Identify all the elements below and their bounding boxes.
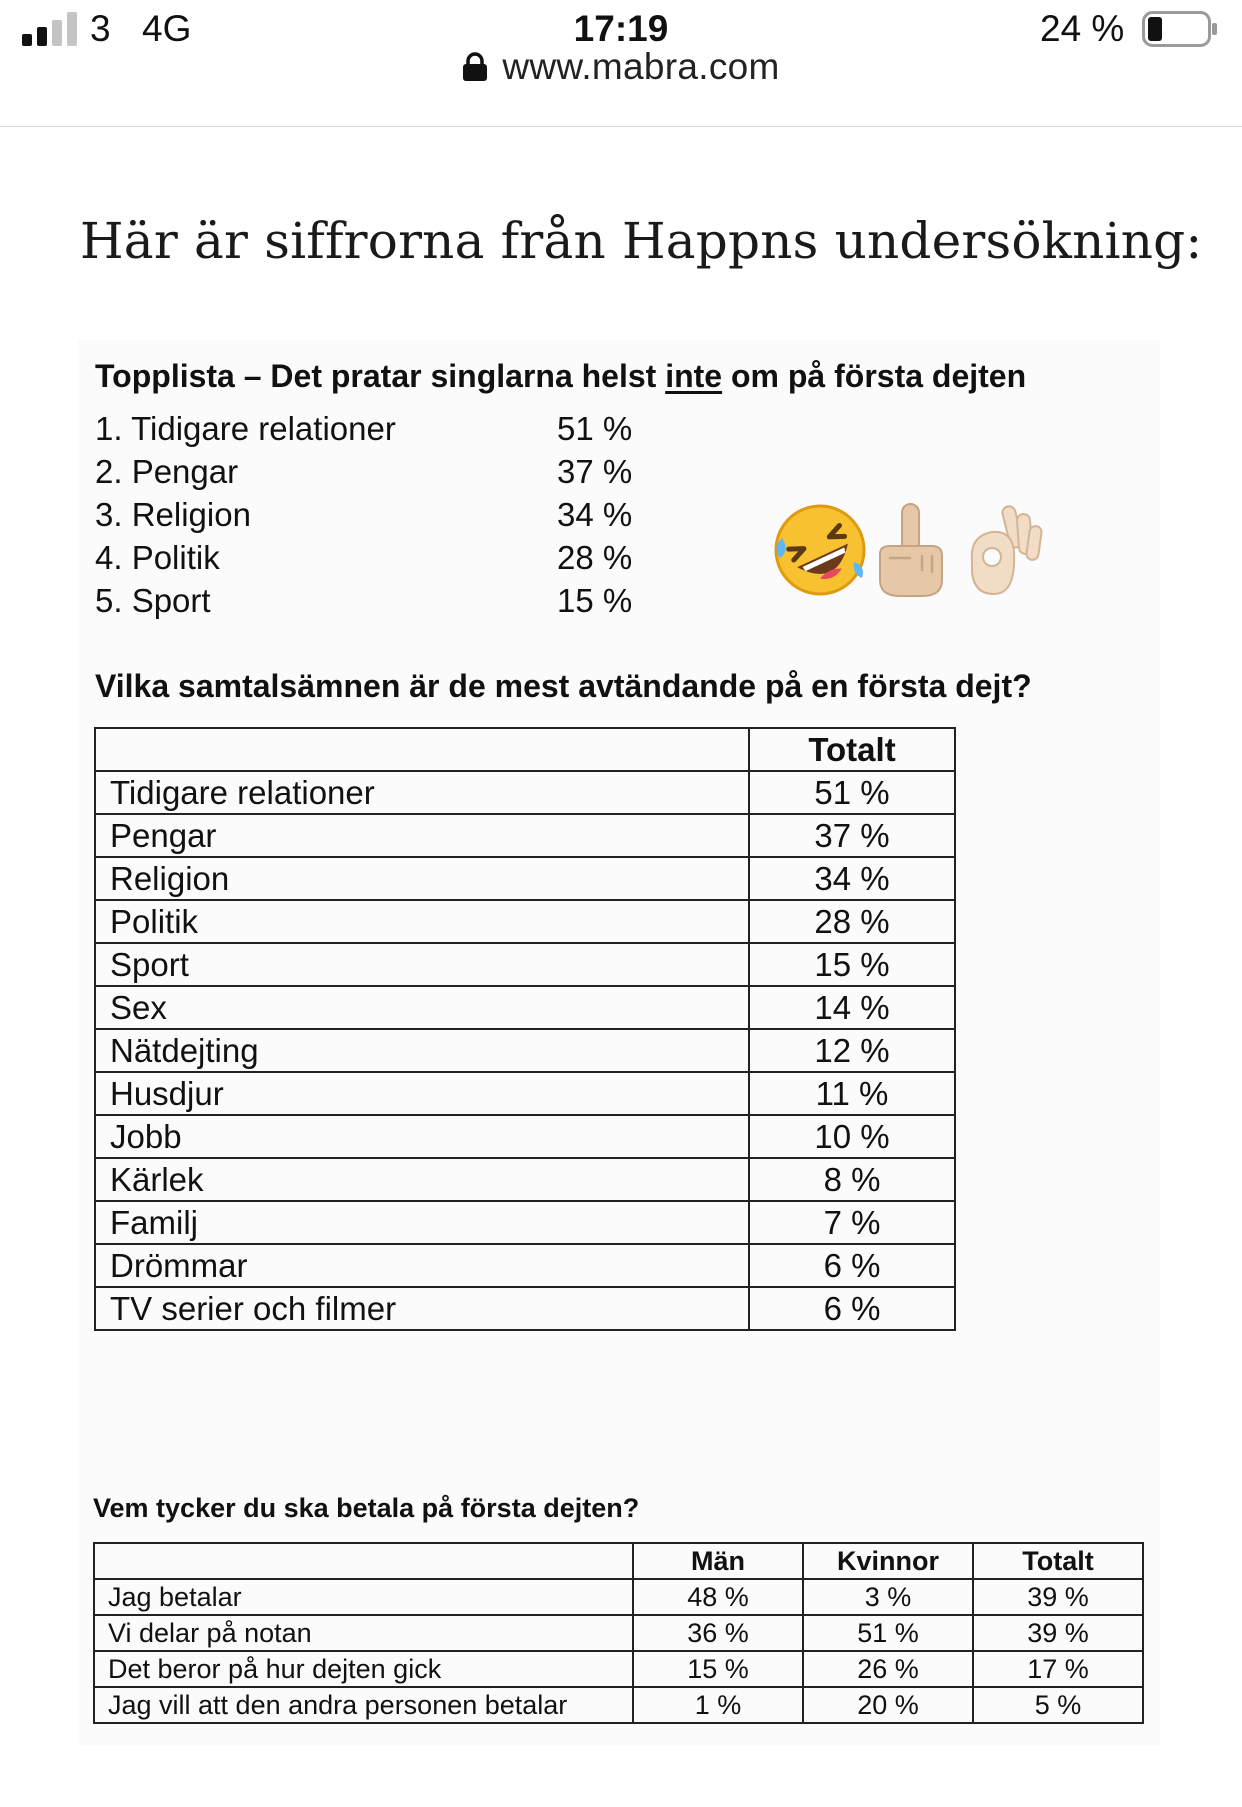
table-row (95, 1244, 955, 1287)
emoji-row (770, 500, 1070, 610)
lock-icon (462, 52, 488, 82)
table-cell-men: 48 % (633, 1579, 803, 1615)
table-cell-total: 14 % (749, 986, 955, 1029)
list-item (95, 453, 655, 496)
battery-percentage: 24 % (1040, 8, 1125, 49)
article-heading: Här är siffrorna från Happns undersökning: (80, 212, 1203, 270)
table-cell-topic: Jobb (95, 1115, 749, 1158)
table-row (94, 1651, 1143, 1687)
battery-icon (1142, 11, 1218, 47)
table-row (95, 1072, 955, 1115)
table-cell-total: 37 % (749, 814, 955, 857)
status-bar (0, 0, 1242, 127)
table-cell-total: 34 % (749, 857, 955, 900)
table-row (95, 1201, 955, 1244)
page-url[interactable]: www.mabra.com (502, 46, 780, 87)
toplist-title-emphasis: inte (665, 358, 723, 394)
column-header-total: Totalt (973, 1543, 1143, 1579)
table-cell-topic: Sport (95, 943, 749, 986)
network-type: 4G (142, 8, 192, 49)
list-item-label: 4. Politik (95, 539, 220, 576)
table-cell-total: 17 % (973, 1651, 1143, 1687)
table-row (95, 1287, 955, 1330)
table-cell-men: 15 % (633, 1651, 803, 1687)
ok-hand-emoji-icon (960, 500, 1050, 600)
table-cell-women: 3 % (803, 1579, 973, 1615)
table-cell-total: 51 % (749, 771, 955, 814)
table-row (94, 1579, 1143, 1615)
carrier-name: 3 (90, 8, 111, 49)
rolling-laughing-emoji-icon (770, 500, 870, 600)
column-header-total: Totalt (749, 728, 955, 771)
table-row (95, 900, 955, 943)
table-cell-answer: Jag betalar (94, 1579, 633, 1615)
column-header-answer (94, 1543, 633, 1579)
table-cell-topic: Tidigare relationer (95, 771, 749, 814)
list-item-label: 3. Religion (95, 496, 251, 533)
table-row (94, 1687, 1143, 1723)
table-cell-topic: Pengar (95, 814, 749, 857)
table-row (95, 771, 955, 814)
table-header-row (95, 728, 955, 771)
list-item-value: 28 % (557, 539, 633, 576)
toplist-title (95, 358, 1026, 395)
table-cell-women: 51 % (803, 1615, 973, 1651)
table-row (95, 1115, 955, 1158)
table-cell-total: 7 % (749, 1201, 955, 1244)
table-row (95, 1029, 955, 1072)
turnoffs-table (94, 727, 956, 1331)
toplist-title-end: om på första dejten (722, 358, 1027, 394)
table-cell-topic: Sex (95, 986, 749, 1029)
table-cell-total: 11 % (749, 1072, 955, 1115)
index-pointing-up-emoji-icon (872, 500, 948, 600)
table-cell-men: 36 % (633, 1615, 803, 1651)
table-cell-topic: Kärlek (95, 1158, 749, 1201)
table-row (95, 943, 955, 986)
table-cell-total: 39 % (973, 1615, 1143, 1651)
table-cell-total: 12 % (749, 1029, 955, 1072)
address-bar[interactable] (0, 46, 1242, 88)
table-header-row (94, 1543, 1143, 1579)
table-cell-topic: Familj (95, 1201, 749, 1244)
table-cell-men: 1 % (633, 1687, 803, 1723)
table-cell-total: 28 % (749, 900, 955, 943)
column-header-women: Kvinnor (803, 1543, 973, 1579)
table-row (95, 1158, 955, 1201)
table-row (95, 814, 955, 857)
table-cell-topic: Politik (95, 900, 749, 943)
table-cell-topic: Religion (95, 857, 749, 900)
list-item (95, 539, 655, 582)
table-cell-total: 15 % (749, 943, 955, 986)
table-row (94, 1615, 1143, 1651)
table-cell-topic: TV serier och filmer (95, 1287, 749, 1330)
table-cell-women: 20 % (803, 1687, 973, 1723)
list-item-value: 15 % (557, 582, 633, 619)
table-cell-topic: Husdjur (95, 1072, 749, 1115)
table-cell-total: 10 % (749, 1115, 955, 1158)
payment-title: Vem tycker du ska betala på första dejten? (93, 1493, 640, 1523)
table-cell-total: 39 % (973, 1579, 1143, 1615)
list-item-value: 34 % (557, 496, 633, 533)
table-row (95, 857, 955, 900)
table-cell-total: 8 % (749, 1158, 955, 1201)
list-item-value: 37 % (557, 453, 633, 490)
list-item-label: 2. Pengar (95, 453, 239, 490)
list-item (95, 496, 655, 539)
clock: 17:19 (573, 8, 669, 49)
table-cell-total: 6 % (749, 1287, 955, 1330)
list-item-label: 1. Tidigare relationer (95, 410, 396, 447)
table-row (95, 986, 955, 1029)
toplist (95, 410, 655, 625)
table-cell-total: 5 % (973, 1687, 1143, 1723)
table-cell-answer: Det beror på hur dejten gick (94, 1651, 633, 1687)
list-item (95, 410, 655, 453)
list-item-value: 51 % (557, 410, 633, 447)
table-cell-total: 6 % (749, 1244, 955, 1287)
table-cell-topic: Nätdejting (95, 1029, 749, 1072)
list-item-label: 5. Sport (95, 582, 211, 619)
table-cell-answer: Jag vill att den andra personen betalar (94, 1687, 633, 1723)
toplist-title-start: Topplista – Det pratar singlarna helst (95, 358, 666, 394)
table-cell-topic: Drömmar (95, 1244, 749, 1287)
table-cell-women: 26 % (803, 1651, 973, 1687)
table-cell-answer: Vi delar på notan (94, 1615, 633, 1651)
list-item (95, 582, 655, 625)
column-header-men: Män (633, 1543, 803, 1579)
column-header-topic (95, 728, 749, 771)
payment-table (93, 1542, 1144, 1724)
turnoffs-title: Vilka samtalsämnen är de mest avtändande på en första dejt? (95, 668, 1032, 704)
